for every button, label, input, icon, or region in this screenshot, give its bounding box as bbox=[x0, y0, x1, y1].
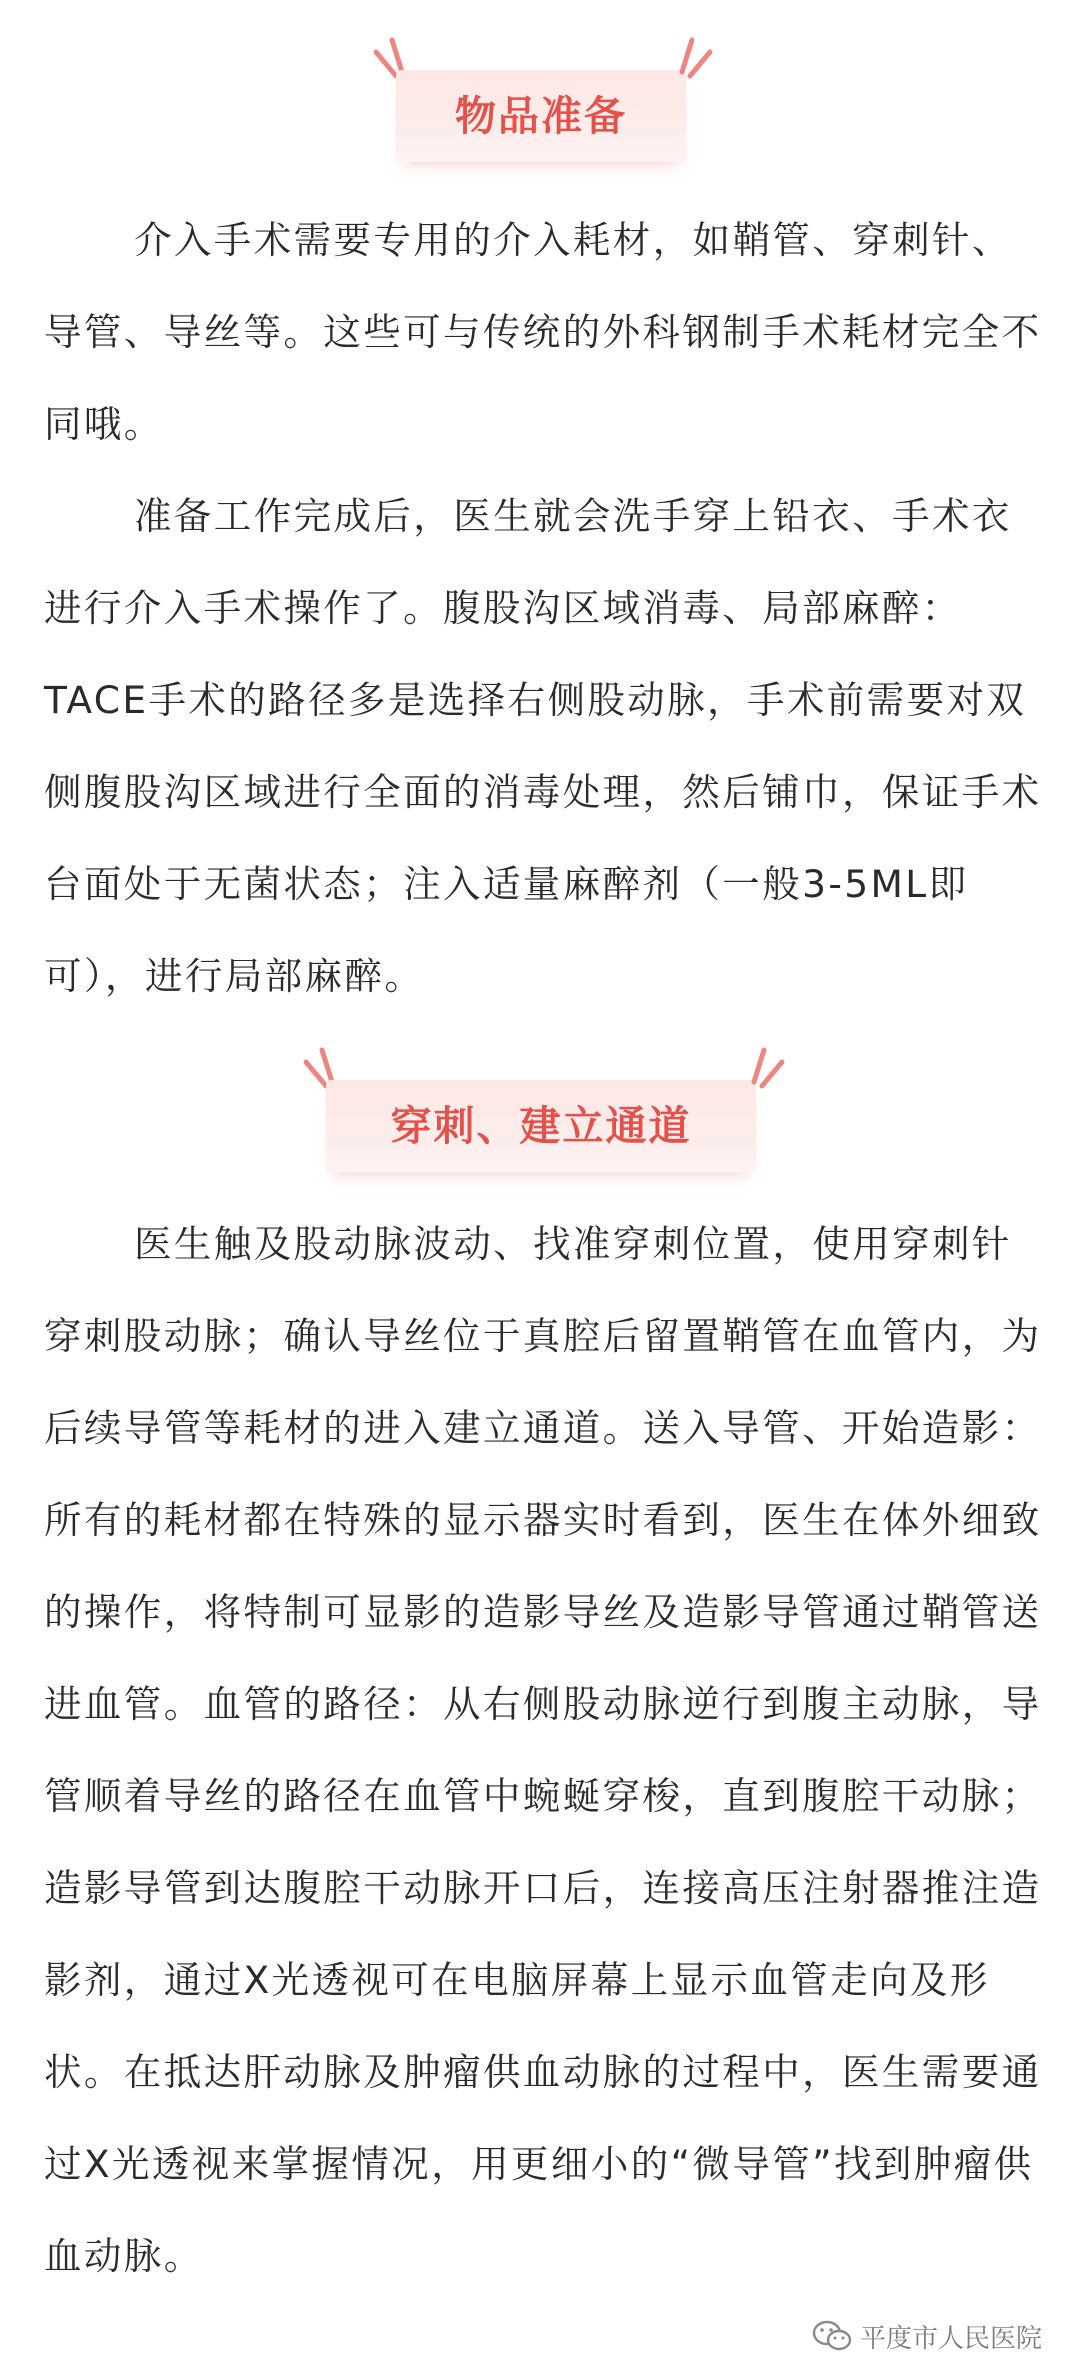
sparkle-right-icon bbox=[636, 30, 716, 90]
watermark bbox=[812, 2314, 1042, 2358]
heading-title: 物品准备 bbox=[455, 92, 627, 140]
section-heading-supplies bbox=[0, 30, 1080, 180]
paragraph: 介入手术需要专用的介入耗材，如鞘管、穿刺针、导管、导丝等。这些可与传统的外科钢制手术耗材完全不同哦。 bbox=[44, 218, 1042, 446]
section-heading-puncture bbox=[0, 1040, 1080, 1190]
paragraph: 医生触及股动脉波动、找准穿刺位置，使用穿刺针穿刺股动脉；确认导丝位于真腔后留置鞘管在血管内，为后续导管等耗材的进入建立通道。送入导管、开始造影：所有的耗材都在特殊的显示器实时看到，医生在体外细致的操作，将特制可显影的造影导丝及造影导管通过鞘管送进血管。血管的路径：从右侧股动脉逆行到腹主动脉，导管顺着导丝的路径在血管中蜿蜒穿梭，直到腹腔干动脉；造影导管到达腹腔干动脉开口后，连接高压注射器推注造影剂，通过X光透视可在电脑屏幕上显示血管走向及形状。在抵达肝动脉及肿瘤供血动脉的过程中，医生需要通过X光透视来掌握情况，用更细小的“微导管”找到肿瘤供血动脉。 bbox=[44, 1222, 1042, 2278]
wechat-icon bbox=[812, 2319, 852, 2353]
paragraph: 准备工作完成后，医生就会洗手穿上铅衣、手术衣进行介入手术操作了。腹股沟区域消毒、局部麻醉：TACE手术的路径多是选择右侧股动脉，手术前需要对双侧腹股沟区域进行全面的消毒处理，然后铺巾，保证手术台面处于无菌状态；注入适量麻醉剂（一般3-5ML即可），进行局部麻醉。 bbox=[44, 494, 1042, 998]
watermark-text: 平度市人民医院 bbox=[859, 2323, 1042, 2354]
sparkle-right-icon bbox=[708, 1040, 788, 1100]
heading-title: 穿刺、建立通道 bbox=[390, 1102, 692, 1150]
